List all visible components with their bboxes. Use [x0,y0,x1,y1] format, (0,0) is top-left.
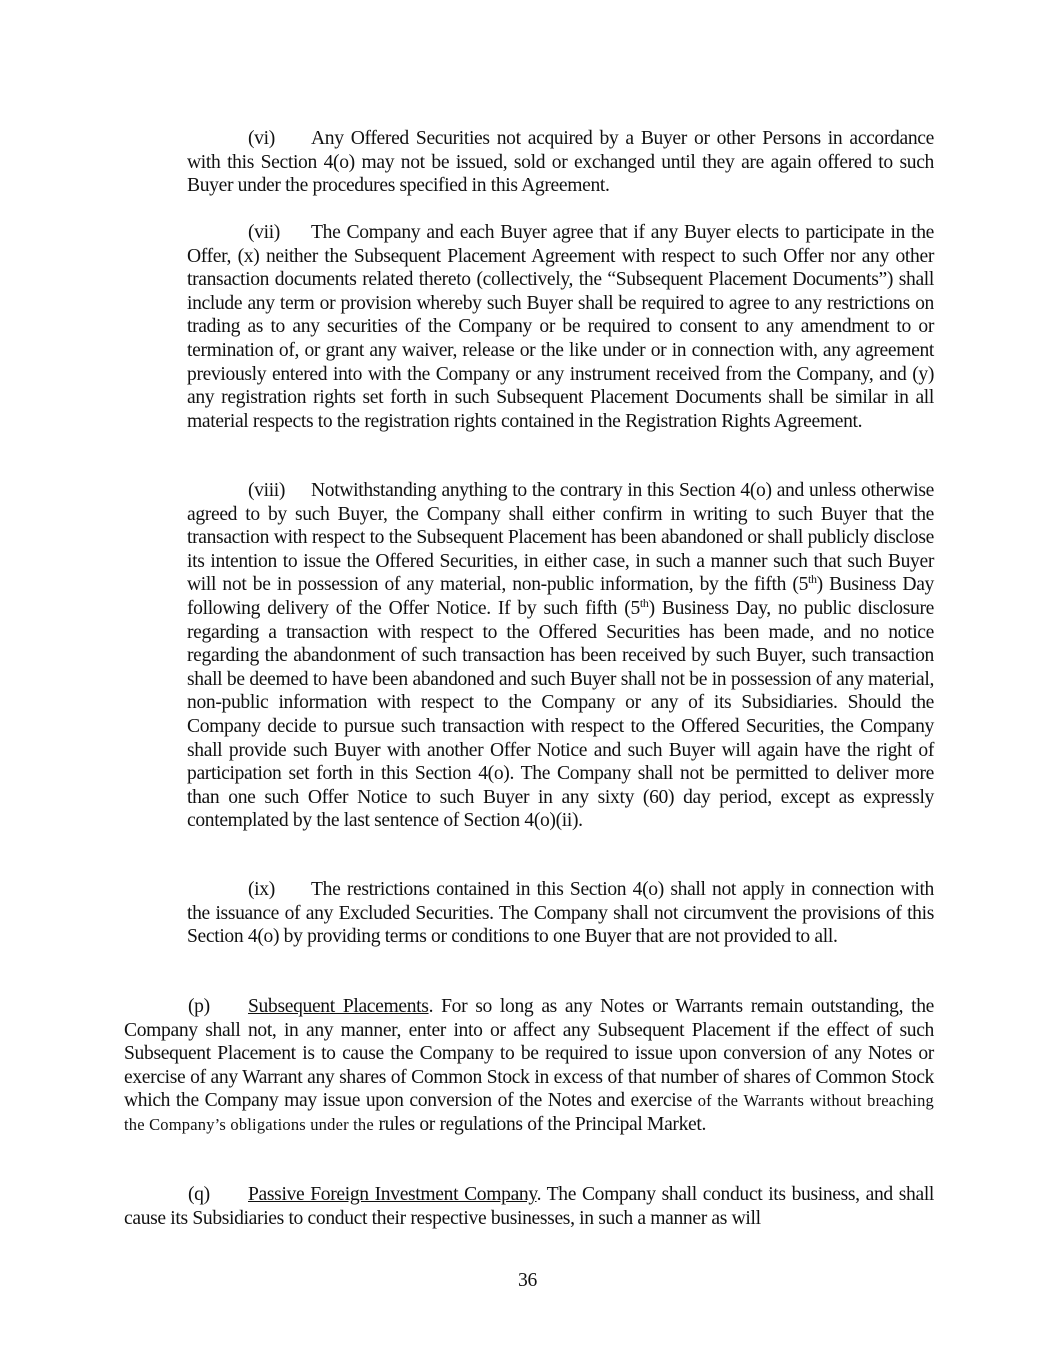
paragraph-text: ) Business Day, no public disclosure regarding a transaction with respect to the Offered Securities has been made, and no notice regarding the abandonment of such transaction has been received by such Buyer, such transaction shall be deemed to have been abandoned and such Buyer shall not be in possession of any material, non-public information with respect to the Company or any of its Subsidiaries. Should the Company decide to pursue such transaction with respect to the Offered Securities, the Company shall provide such Buyer with another Offer Notice and such Buyer will again have the right of participation set forth in this Section 4(o). The Company shall not be permitted to deliver more than one such Offer Notice to such Buyer in any sixty (60) day period, except as expressly contemplated by the last sentence of Section 4(o)(ii). [187,597,934,832]
paragraph-number: (q) [188,1184,210,1205]
paragraph-vi [187,127,934,198]
paragraph-ix [187,878,934,949]
paragraph-p [124,995,934,1137]
paragraph-number: (viii) [248,480,286,501]
paragraph-text: . The Company shall conduct its business, and shall cause its Subsidiaries to conduct their respective businesses, in such a manner as will [124,1184,935,1229]
paragraph-text: The Company and each Buyer agree that if any Buyer elects to participate in the Offer, (x) neither the Subsequent Placement Agreement with respect to such Offer nor any other transaction documents related thereto (collectively, the “Subsequent Placement Documents”) shall include any term or provision whereby such Buyer shall be required to agree to any restrictions on trading as to any securities of the Company or be required to consent to any amendment to or termination of, or grant any waiver, release or the like under or in connection with, any agreement previously entered into with the Company or any instrument received from the Company, and (y) any registration rights set forth in such Subsequent Placement Documents shall be similar in all material respects to the registration rights contained in the Registration Rights Agreement. [187,222,934,432]
paragraph-text: . For so long as any Notes or Warrants remain outstanding, the Company shall not, in any manner, enter into or affect any Subsequent Placement if the effect of such Subsequent Placement is to cause the Company to be required to issue upon conversion of any Notes or exercise of any Warrant any shares of Common Stock in excess of that number of shares of Common Stock which the Company may issue upon conversion of the Notes and exercise [124,996,934,1112]
superscript: th [639,595,649,610]
page-number: 36 [518,1270,537,1291]
paragraph-text: Notwithstanding anything to the contrary in this Section 4(o) and unless otherwise agreed to by such Buyer, the Company shall either confirm in writing to such Buyer that the transaction with respect to the Subsequent Placement has been abandoned or shall publicly disclose its intention to issue the Offered Securities, in either case, in such a manner such that such Buyer will not be in possession of any material, non-public information, by the fifth (5 [187,480,934,596]
paragraph-text: ) Business Day following delivery of the Offer Notice. If by such fifth (5 [187,574,934,619]
paragraph-vii [187,221,934,433]
paragraph-number: (vi) [248,128,275,149]
paragraph-text: Any Offered Securities not acquired by a Buyer or other Persons in accordance with this Section 4(o) may not be issued, sold or exchanged until they are again offered to such Buyer under the procedures specified in this Agreement. [187,128,934,197]
paragraph-text-small: of the Warrants without breaching the Company’s obligations under the [124,1091,934,1134]
paragraph-text: rules or regulations of the Principal Market. [373,1113,707,1135]
paragraph-number: (ix) [248,879,275,900]
section-heading: Subsequent Placements [248,996,429,1017]
paragraph-number: (vii) [248,222,280,243]
paragraph-q [124,1183,934,1230]
paragraph-number: (p) [188,996,210,1017]
section-heading: Passive Foreign Investment Company [248,1184,537,1205]
paragraph-text: The restrictions contained in this Section 4(o) shall not apply in connection with the issuance of any Excluded Securities. The Company shall not circumvent the provisions of this Section 4(o) by providing terms or conditions to one Buyer that are not provided to all. [187,879,934,948]
paragraph-viii [187,479,934,833]
superscript: th [808,572,817,587]
